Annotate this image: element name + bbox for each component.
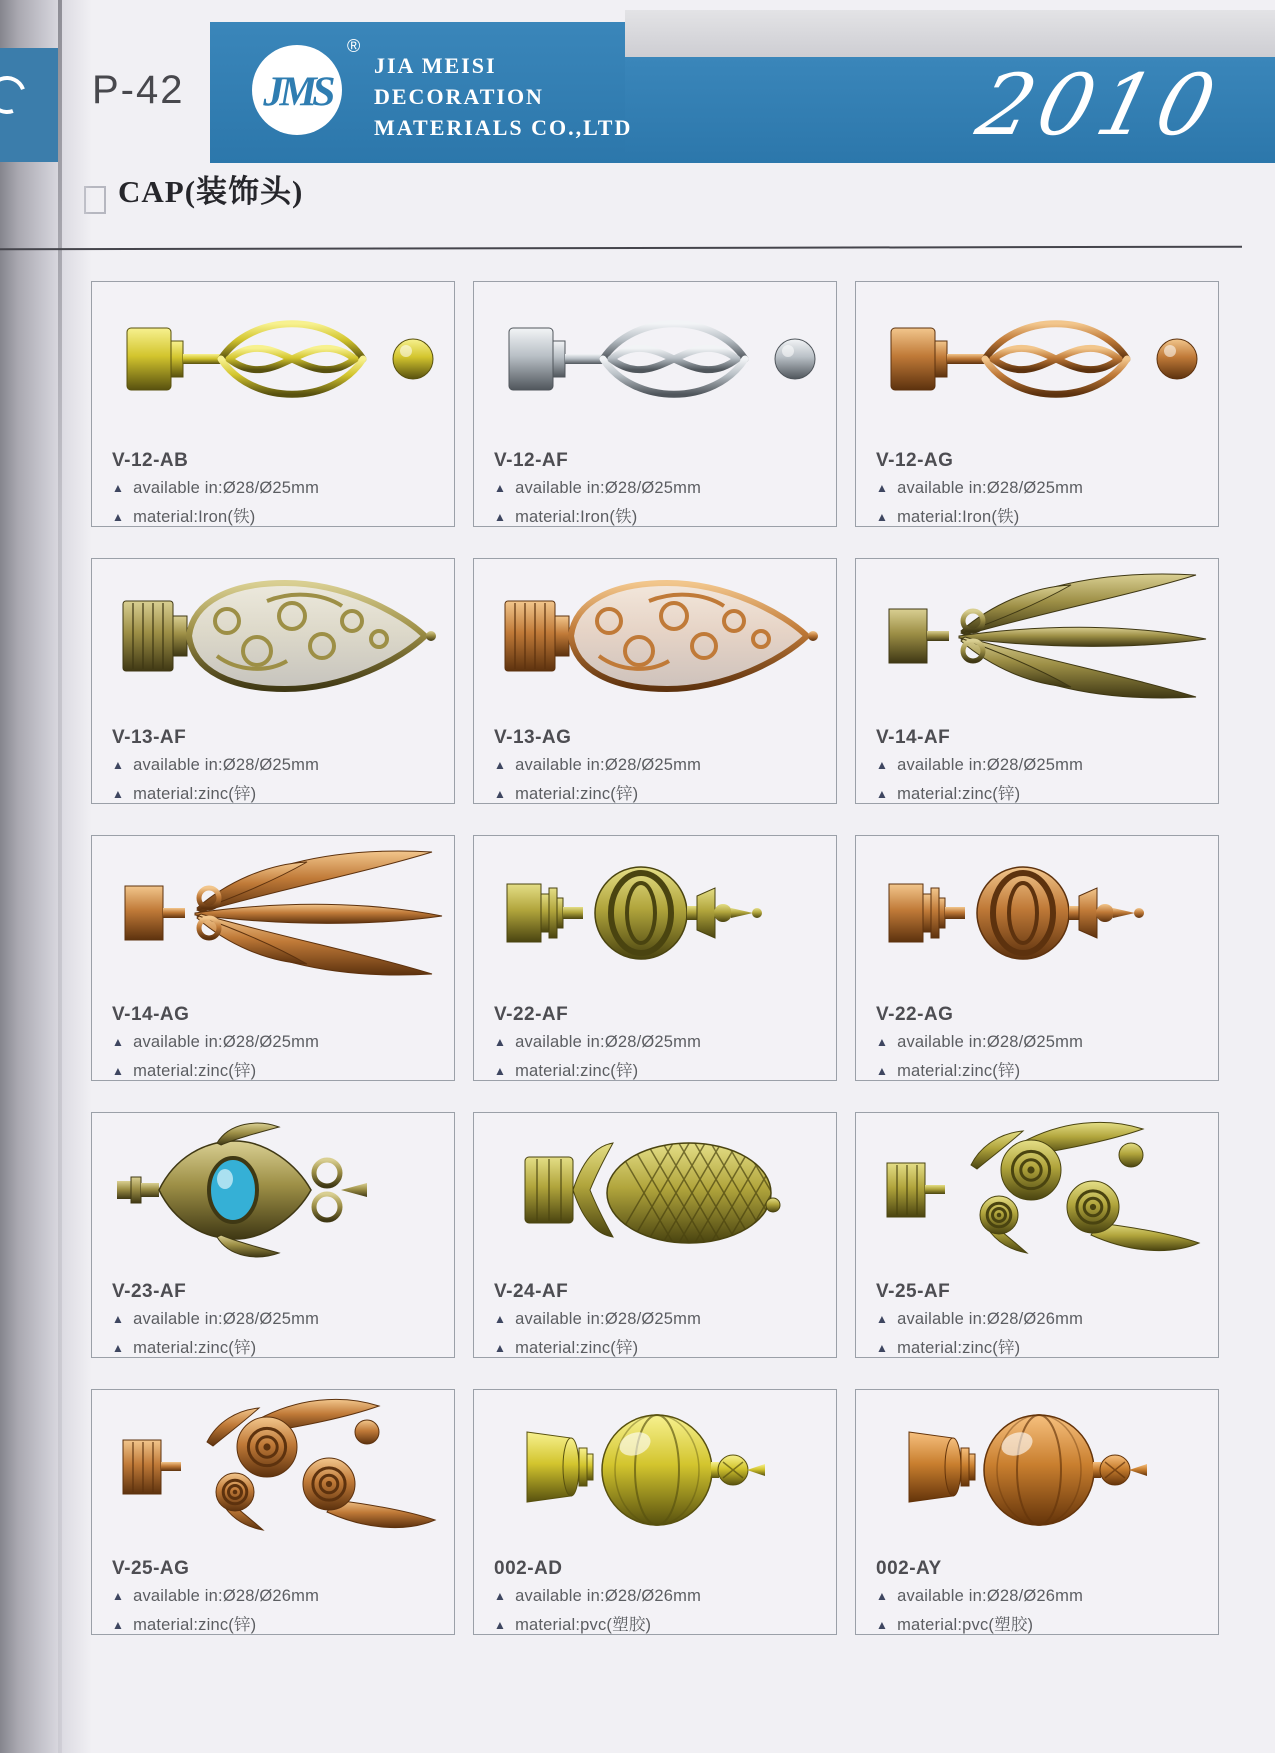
product-code: V-14-AG [112, 1004, 190, 1025]
material-text: material:zinc(锌) [515, 785, 639, 803]
triangle-bullet-icon: ▲ [876, 1064, 889, 1078]
product-photo [96, 1392, 450, 1542]
material-text: material:pvc(塑胶) [515, 1616, 652, 1634]
product-availability [494, 1587, 701, 1606]
product-availability [876, 756, 1083, 775]
product-material [112, 503, 255, 527]
gem-finial-icon [96, 1115, 450, 1265]
product-availability [112, 1310, 319, 1329]
material-text: material:zinc(锌) [897, 1062, 1021, 1080]
page-number: P-42 [92, 68, 185, 112]
triangle-bullet-icon: ▲ [494, 1312, 507, 1326]
company-line-3: MATERIALS CO.,LTD [374, 115, 633, 140]
svg-text:2010: 2010 [967, 57, 1231, 155]
product-card [473, 835, 837, 1081]
section-title: CAP(装饰头) [118, 174, 304, 209]
product-code: V-13-AF [112, 727, 187, 748]
triangle-bullet-icon: ▲ [112, 787, 125, 801]
product-material [494, 780, 638, 804]
product-photo [478, 838, 832, 988]
divider-rule [0, 246, 1242, 251]
product-card [855, 281, 1219, 527]
product-availability [494, 1310, 701, 1329]
cage-finial-icon [96, 284, 450, 434]
product-card [473, 558, 837, 804]
ball-finial-icon [860, 1392, 1214, 1542]
triangle-bullet-icon: ▲ [112, 1035, 125, 1049]
company-name [374, 50, 632, 143]
product-photo [860, 1392, 1214, 1542]
spray-finial-icon [96, 838, 450, 988]
material-text: material:zinc(锌) [515, 1062, 639, 1080]
product-code: V-22-AG [876, 1004, 954, 1025]
triangle-bullet-icon: ▲ [112, 1618, 125, 1632]
availability-text: available in:Ø28/Ø25mm [897, 1033, 1084, 1051]
material-text: material:Iron(铁) [515, 508, 638, 526]
product-material [494, 1057, 638, 1081]
product-card [855, 1389, 1219, 1635]
product-material [876, 1611, 1033, 1635]
orb-finial-icon [478, 838, 832, 988]
product-photo [96, 838, 450, 988]
triangle-bullet-icon: ▲ [494, 1035, 507, 1049]
book-gutter-shadow [0, 0, 92, 1753]
product-material [112, 1334, 256, 1358]
product-material [876, 1057, 1020, 1081]
product-availability [876, 479, 1083, 498]
product-card [473, 281, 837, 527]
triangle-bullet-icon: ▲ [876, 758, 889, 772]
product-material [112, 780, 256, 804]
availability-text: available in:Ø28/Ø25mm [897, 479, 1084, 497]
product-material [876, 503, 1019, 527]
product-photo [860, 1115, 1214, 1265]
triangle-bullet-icon: ▲ [112, 1312, 125, 1326]
product-material [876, 780, 1020, 804]
product-card [91, 835, 455, 1081]
company-line-2: DECORATION [374, 84, 544, 109]
pinecone-finial-icon [478, 1115, 832, 1265]
company-line-1: JIA MEISI [374, 53, 497, 78]
cage-finial-icon [860, 284, 1214, 434]
orb-finial-icon [860, 838, 1214, 988]
page-crease [58, 0, 62, 1753]
product-card [473, 1389, 837, 1635]
triangle-bullet-icon: ▲ [112, 1589, 125, 1603]
material-text: material:pvc(塑胶) [897, 1616, 1034, 1634]
registered-trademark-icon: ® [347, 36, 361, 56]
product-card [473, 1112, 837, 1358]
product-material [876, 1334, 1020, 1358]
product-availability [876, 1033, 1083, 1052]
availability-text: available in:Ø28/Ø25mm [515, 479, 702, 497]
triangle-bullet-icon: ▲ [494, 1618, 507, 1632]
triangle-bullet-icon: ▲ [494, 481, 507, 495]
product-card [91, 1389, 455, 1635]
availability-text: available in:Ø28/Ø25mm [133, 479, 320, 497]
triangle-bullet-icon: ▲ [876, 1618, 889, 1632]
availability-text: available in:Ø28/Ø25mm [897, 756, 1084, 774]
triangle-bullet-icon: ▲ [494, 1064, 507, 1078]
product-photo [478, 284, 832, 434]
product-availability [112, 756, 319, 775]
material-text: material:zinc(锌) [897, 785, 1021, 803]
availability-text: available in:Ø28/Ø25mm [133, 756, 320, 774]
cage-finial-icon [478, 284, 832, 434]
availability-text: available in:Ø28/Ø26mm [897, 1587, 1084, 1605]
triangle-bullet-icon: ▲ [876, 1035, 889, 1049]
product-availability [112, 1033, 319, 1052]
product-code: V-13-AG [494, 727, 572, 748]
product-availability [112, 1587, 319, 1606]
product-material [112, 1057, 256, 1081]
availability-text: available in:Ø28/Ø25mm [515, 756, 702, 774]
availability-text: available in:Ø28/Ø25mm [133, 1033, 320, 1051]
product-availability [494, 479, 701, 498]
triangle-bullet-icon: ▲ [876, 1341, 889, 1355]
product-code: 002-AY [876, 1558, 942, 1579]
material-text: material:zinc(锌) [515, 1339, 639, 1357]
triangle-bullet-icon: ▲ [494, 510, 507, 524]
triangle-bullet-icon: ▲ [494, 787, 507, 801]
product-code: V-24-AF [494, 1281, 569, 1302]
triangle-bullet-icon: ▲ [112, 1341, 125, 1355]
triangle-bullet-icon: ▲ [876, 1589, 889, 1603]
material-text: material:zinc(锌) [897, 1339, 1021, 1357]
product-photo [860, 838, 1214, 988]
product-material [494, 1334, 638, 1358]
product-code: V-23-AF [112, 1281, 187, 1302]
product-availability [494, 756, 701, 775]
triangle-bullet-icon: ▲ [112, 481, 125, 495]
product-photo [860, 284, 1214, 434]
availability-text: available in:Ø28/Ø25mm [515, 1033, 702, 1051]
product-photo [96, 561, 450, 711]
product-code: V-12-AG [876, 450, 954, 471]
availability-text: available in:Ø28/Ø25mm [133, 1310, 320, 1328]
product-card [91, 558, 455, 804]
product-card [855, 1112, 1219, 1358]
triangle-bullet-icon: ▲ [494, 1589, 507, 1603]
product-code: V-25-AF [876, 1281, 951, 1302]
product-code: V-14-AF [876, 727, 951, 748]
ball-finial-icon [478, 1392, 832, 1542]
material-text: material:zinc(锌) [133, 1616, 257, 1634]
product-photo [478, 1115, 832, 1265]
triangle-bullet-icon: ▲ [112, 1064, 125, 1078]
triangle-bullet-icon: ▲ [876, 1312, 889, 1326]
product-code: V-12-AF [494, 450, 569, 471]
product-photo [96, 1115, 450, 1265]
material-text: material:Iron(铁) [897, 508, 1020, 526]
product-card [855, 835, 1219, 1081]
material-text: material:zinc(锌) [133, 785, 257, 803]
product-grid [91, 281, 1219, 1635]
product-code: V-22-AF [494, 1004, 569, 1025]
product-material [112, 1611, 256, 1635]
triangle-bullet-icon: ▲ [876, 510, 889, 524]
triangle-bullet-icon: ▲ [494, 758, 507, 772]
filigree-finial-icon [478, 561, 832, 711]
product-card [91, 1112, 455, 1358]
product-card [855, 558, 1219, 804]
product-availability [876, 1310, 1083, 1329]
product-material [494, 1611, 651, 1635]
product-code: V-25-AG [112, 1558, 190, 1579]
product-photo [96, 284, 450, 434]
availability-text: available in:Ø28/Ø26mm [133, 1587, 320, 1605]
rose-finial-icon [96, 1392, 450, 1542]
triangle-bullet-icon: ▲ [494, 1341, 507, 1355]
triangle-bullet-icon: ▲ [112, 510, 125, 524]
availability-text: available in:Ø28/Ø26mm [897, 1310, 1084, 1328]
availability-text: available in:Ø28/Ø25mm [515, 1310, 702, 1328]
triangle-bullet-icon: ▲ [876, 481, 889, 495]
product-photo [478, 561, 832, 711]
script-curl-icon [0, 70, 32, 120]
previous-page-banner-fragment [0, 48, 58, 162]
rose-finial-icon [860, 1115, 1214, 1265]
spray-finial-icon [860, 561, 1214, 711]
catalog-year [920, 48, 1260, 158]
material-text: material:Iron(铁) [133, 508, 256, 526]
product-code: 002-AD [494, 1558, 563, 1579]
product-card [91, 281, 455, 527]
material-text: material:zinc(锌) [133, 1339, 257, 1357]
jms-logo-icon [252, 45, 342, 135]
filigree-finial-icon [96, 561, 450, 711]
product-availability [494, 1033, 701, 1052]
product-code: V-12-AB [112, 450, 189, 471]
product-photo [860, 561, 1214, 711]
availability-text: available in:Ø28/Ø26mm [515, 1587, 702, 1605]
product-availability [112, 479, 319, 498]
material-text: material:zinc(锌) [133, 1062, 257, 1080]
product-availability [876, 1587, 1083, 1606]
product-photo [478, 1392, 832, 1542]
product-material [494, 503, 637, 527]
triangle-bullet-icon: ▲ [876, 787, 889, 801]
svg-text:JMS: JMS [263, 69, 331, 116]
triangle-bullet-icon: ▲ [112, 758, 125, 772]
